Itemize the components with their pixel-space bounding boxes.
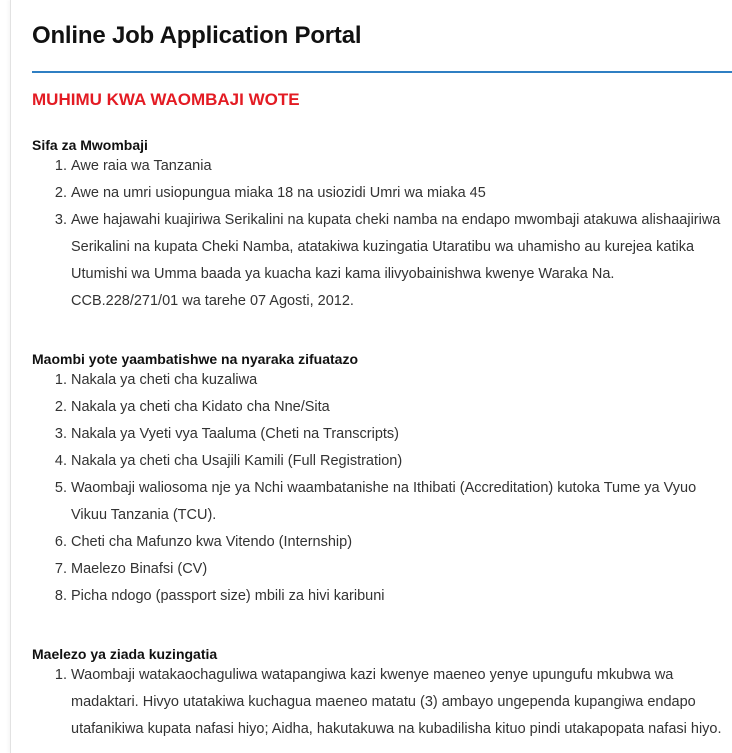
list-item: 1. Awe raia wa Tanzania (71, 153, 722, 180)
list-item: 2. Awe na umri usiopungua miaka 18 na usiozidi Umri wa miaka 45 (71, 180, 722, 207)
list-item: 3. Nakala ya Vyeti vya Taaluma (Cheti na Transcripts) (71, 421, 722, 448)
list-item: 1. Nakala ya cheti cha kuzaliwa (71, 367, 722, 394)
section-additional-notes (32, 646, 722, 743)
section-title: Sifa za Mwombaji (32, 137, 148, 153)
section-title: Maombi yote yaambatishwe na nyaraka zifuatazo (32, 351, 358, 367)
page-title: Online Job Application Portal (32, 22, 362, 49)
list-item: 6. Cheti cha Mafunzo kwa Vitendo (Internship) (71, 529, 722, 556)
section-title: Maelezo ya ziada kuzingatia (32, 646, 218, 662)
list-item: 1. Waombaji watakaochaguliwa watapangiwa kazi kwenye maeneo yenye upungufu mkubwa wa madaktari. Hivyo utatakiwa kuchagua maeneo matatu (3) ambayo ungependa kupangiwa endapo utafanikiwa kupata nafasi hiyo; Aidha, hakutakuwa na kubadilisha kituo pindi utakapopata nafasi hiyo. (71, 662, 722, 743)
documents-list (32, 367, 722, 610)
section-applicant-qualifications (32, 137, 722, 315)
list-item: 7. Maelezo Binafsi (CV) (71, 556, 722, 583)
list-item: 8. Picha ndogo (passport size) mbili za hivi karibuni (71, 583, 722, 610)
notice-heading: MUHIMU KWA WAOMBAJI WOTE (32, 90, 300, 109)
section-required-documents (32, 351, 722, 610)
list-item: 3. Awe hajawahi kuajiriwa Serikalini na kupata cheki namba na endapo mwombaji atakuwa alishaajiriwa Serikalini na kupata Cheki Namba, atatakiwa kuzingatia Utaratibu wa uhamisho au kurejea katika Utumishi wa Umma baada ya kuacha kazi kama ilivyobainishwa kwenye Waraka Na. CCB.228/271/01 wa tarehe 07 Agosti, 2012. (71, 207, 722, 315)
list-item: 2. Nakala ya cheti cha Kidato cha Nne/Sita (71, 394, 722, 421)
list-item: 4. Nakala ya cheti cha Usajili Kamili (Full Registration) (71, 448, 722, 475)
list-item: 5. Waombaji waliosoma nje ya Nchi waambatanishe na Ithibati (Accreditation) kutoka Tume ya Vyuo Vikuu Tanzania (TCU). (71, 475, 722, 529)
header-divider (32, 71, 732, 73)
qualifications-list (32, 153, 722, 315)
notes-list (32, 662, 722, 743)
